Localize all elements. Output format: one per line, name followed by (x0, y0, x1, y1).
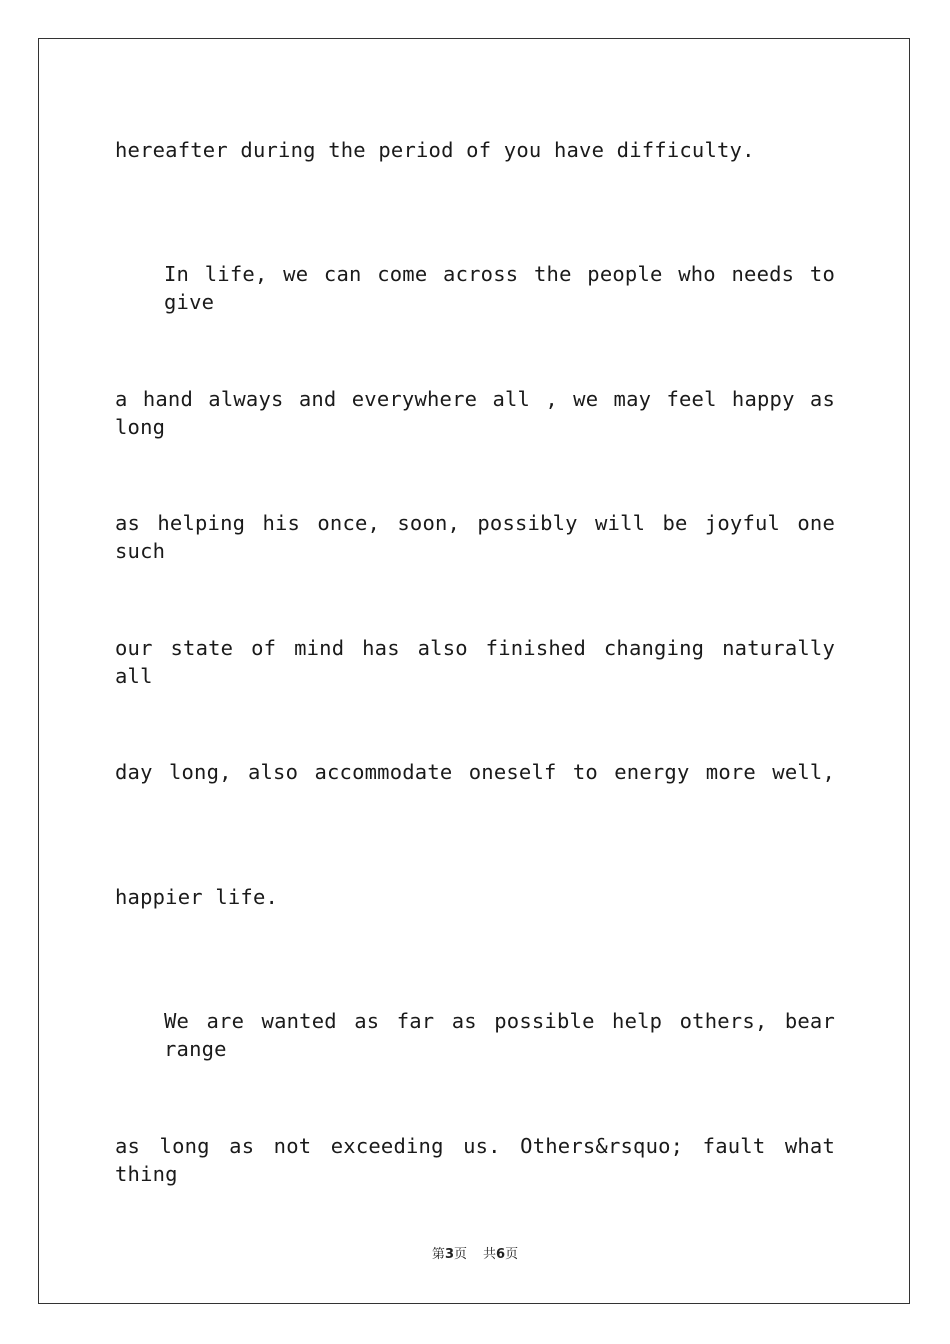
total-pages: 6 (496, 1247, 506, 1262)
body-text-line: day long, also accommodate oneself to energy more well, (115, 760, 835, 784)
body-text-line: a hand always and everywhere all , we may feel happy as long (115, 387, 835, 439)
body-text-line: happier life. (115, 885, 279, 909)
page-prefix: 第 (431, 1247, 445, 1262)
paragraph-first-line: In life, we can come across the people who needs to give (164, 262, 835, 314)
body-text-line: as helping his once, soon, possibly will be joyful one such (115, 511, 835, 563)
total-prefix: 共 (483, 1247, 497, 1262)
page-suffix: 页 (453, 1247, 467, 1262)
body-text-line: our state of mind has also finished changing naturally all (115, 636, 835, 688)
body-text-line: as long as not exceeding us. Others&rsquo; fault what thing (115, 1134, 835, 1186)
total-suffix: 页 (505, 1247, 519, 1262)
page-number: 3 (444, 1247, 454, 1262)
body-text-line: hereafter during the period of you have difficulty. (115, 138, 755, 162)
paragraph-first-line: We are wanted as far as possible help others, bear range (164, 1009, 835, 1061)
page-footer (0, 1246, 950, 1264)
